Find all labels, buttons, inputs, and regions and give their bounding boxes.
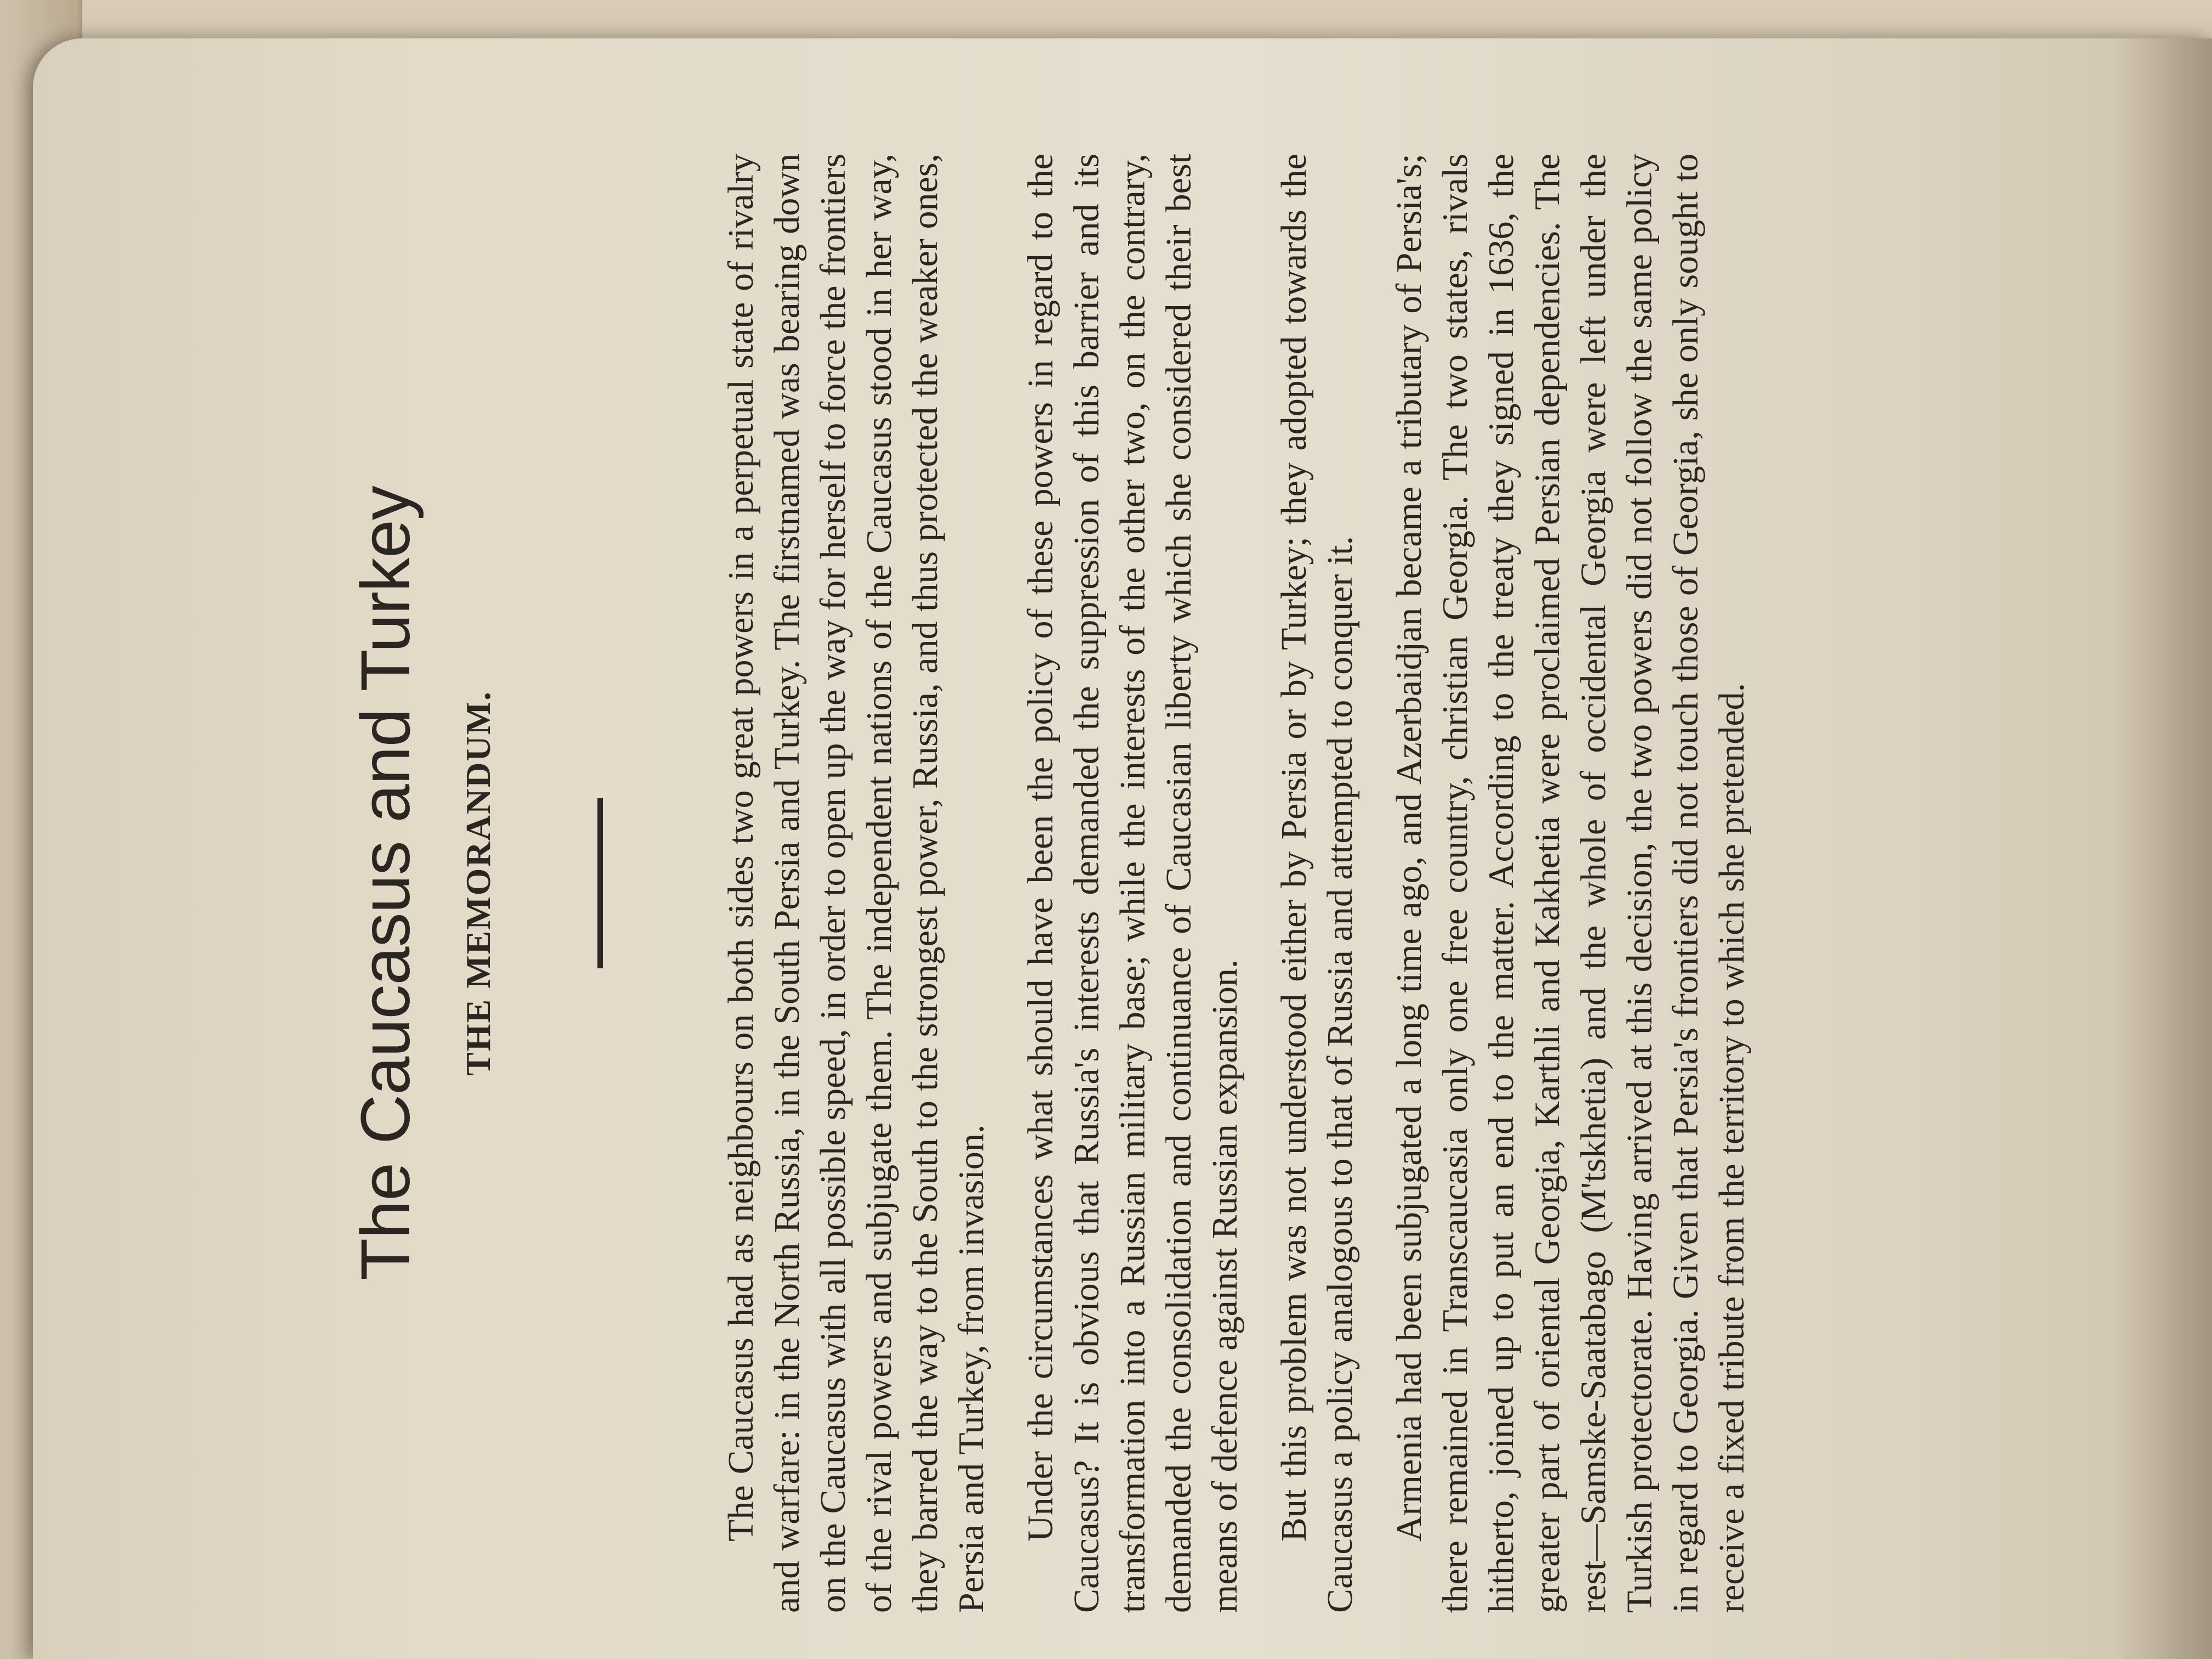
paragraph-4: Armenia had been subjugated a long time ago, and Azerbaidjan became a tributary of Persia's; there remained in Transcaucasia only one free country, christian Georgia. The two states, rivals hitherto, joined up to put an end to the matter. According to the treaty they signed in 1636, the greater part of oriental Georgia, Karthli and Kakhetia were proclaimed Persian dependencies. The rest—Samske-Saatabago (M'tskhetia) and the whole of occidental Georgia were left under the Turkish protectorate. Having arrived at this decision, the two powers did not follow the same policy in regard to Georgia. Given that Persia's frontiers did not touch those of Georgia, she only sought to receive a fixed tribute from the territory to which she pretended. [1389,154,1752,1613]
page-subtitle: THE MEMORANDUM. [459,691,498,1076]
paragraph-1: The Caucasus had as neighbours on both sides two great powers in a perpetual state of rivalry and warfare: in the North Russia, in the South Persia and Turkey. The firstnamed was bearing down on the Caucasus with all possible speed, in order to open up the way for herself to force the frontiers of the rival powers and subjugate them. The independent nations of the Caucasus stood in her way, they barred the way to the South to the strongest power, Russia, and thus protected the weaker ones, Persia and Turkey, from invasion. [721,154,991,1613]
title-rule [597,798,603,968]
printed-text-block [329,154,2140,1613]
body-text [718,154,1755,1613]
paragraph-2: Under the circumstances what should have been the policy of these powers in regard to the Caucasus? It is obvious that Russia's interests demanded the suppression of this barrier and its transformation into a Russian military base; while the interests of the other two, on the contrary, demanded the consolidation and continuance of Caucasian liberty which she considered their best means of defence against Russian expansion. [1020,154,1245,1613]
paragraph-3: But this problem was not understood either by Persia or by Turkey; they adopted towards the Caucasus a policy analogous to that of Russia and attempted to conquer it. [1274,154,1360,1613]
page-title: The Caucasus and Turkey [347,486,424,1280]
